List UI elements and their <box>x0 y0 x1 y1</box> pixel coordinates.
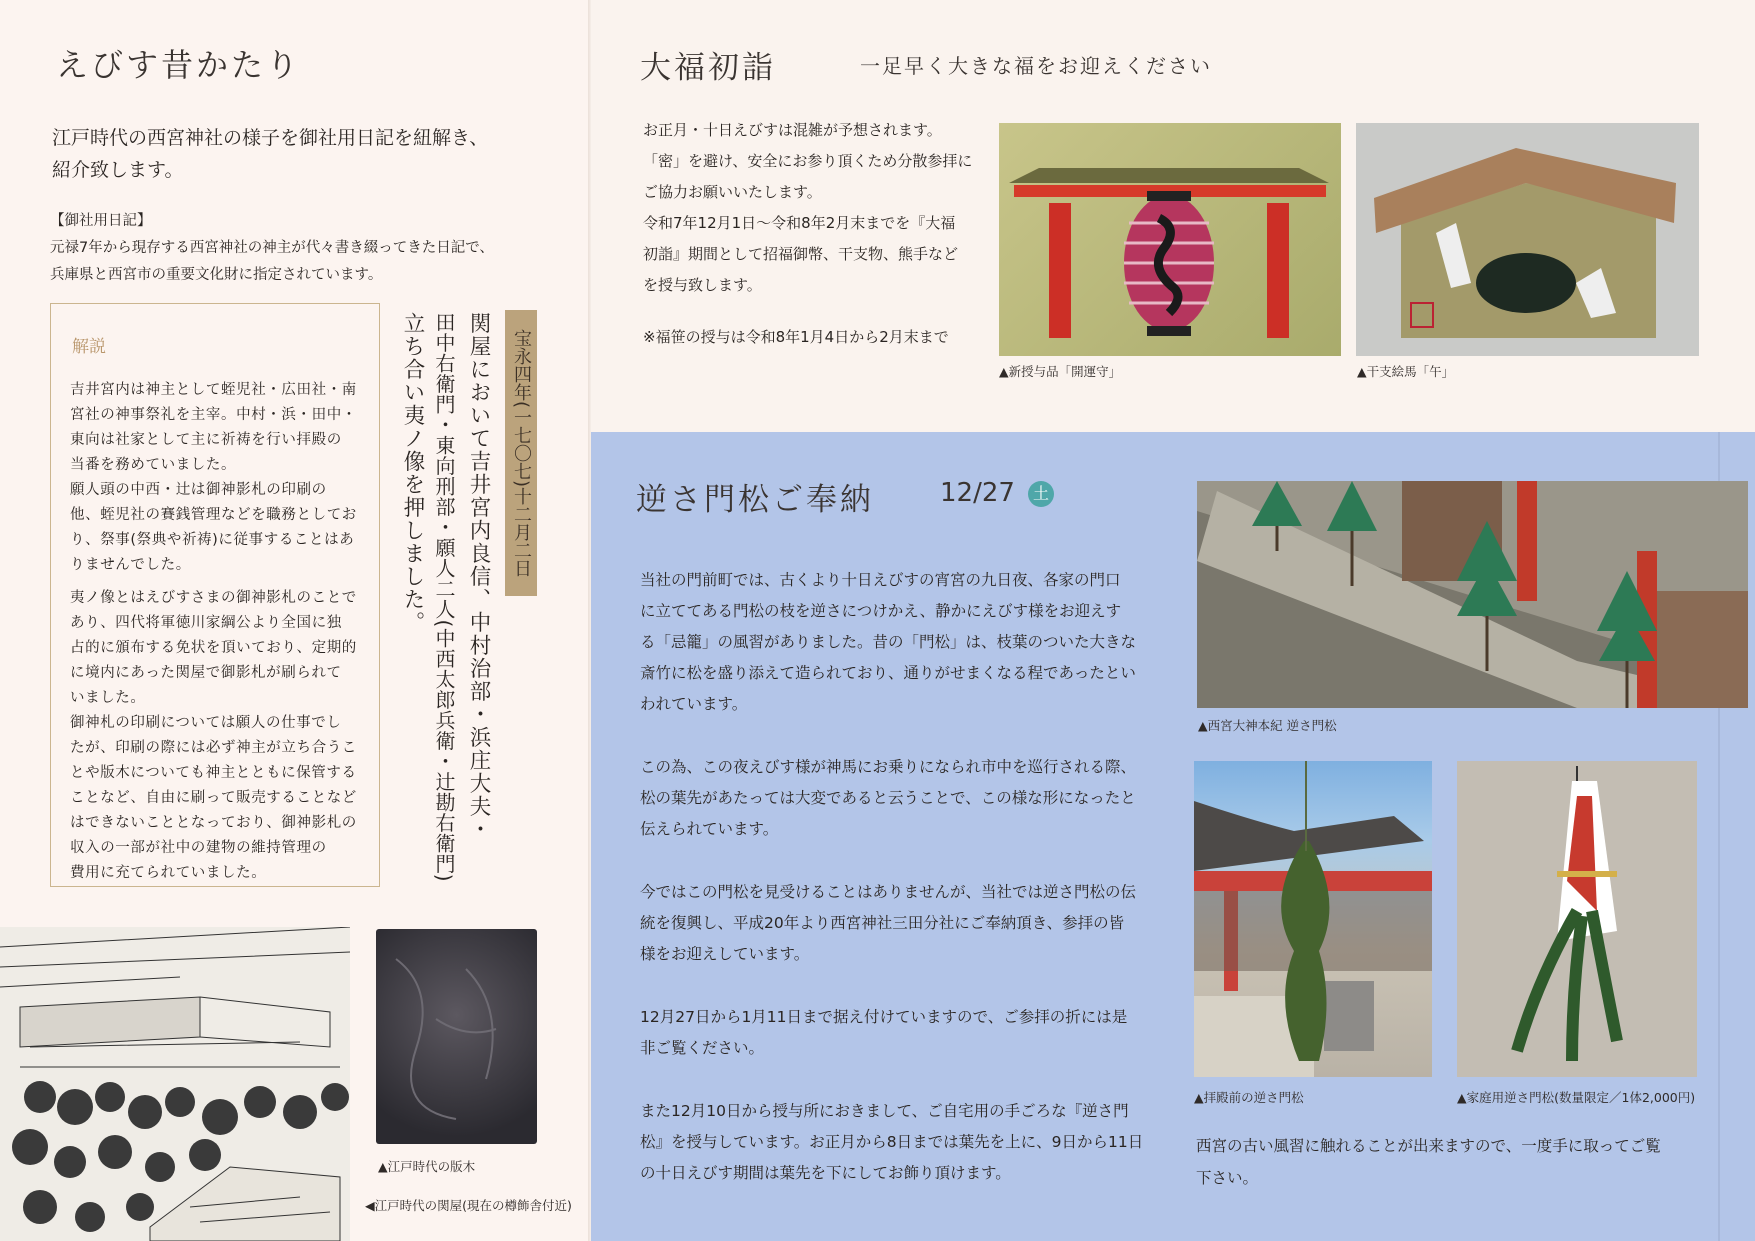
text-line: 宮社の神事祭礼を主宰。中村・浜・田中・ <box>70 407 357 423</box>
diary-line: 元禄7年から現存する西宮神社の神主が代々書き綴ってきた日記で、 <box>50 240 494 256</box>
text-line: 収入の一部が社中の建物の維持管理の <box>70 840 327 856</box>
text-line: に境内にあった関屋で御影札が刷られて <box>70 665 342 681</box>
text-line: りませんでした。 <box>70 557 191 573</box>
diary-column-3: 立ち合い夷ノ像を押しました。 <box>400 312 425 634</box>
text-line: 吉井宮内は神主として蛭児社・広田社・南 <box>70 382 357 398</box>
closing-text <box>1196 1130 1661 1194</box>
text-line: 伝えられています。 <box>640 820 779 838</box>
text-line: いました。 <box>70 690 146 706</box>
daifuku-note: ※福笹の授与は令和8年1月4日から2月末まで <box>643 328 949 346</box>
kadomatsu-paragraph <box>640 877 1143 970</box>
kadomatsu-body <box>640 565 1143 1221</box>
text-line: の十日えびす期間は葉先を下にしてお飾り頂けます。 <box>640 1164 1011 1182</box>
haiden-caption: ▲拝殿前の逆さ門松 <box>1194 1090 1304 1105</box>
text-line: この為、この夜えびす様が神馬にお乗りになられ市中を巡行される際、 <box>640 758 1137 776</box>
sekiya-engraving-image <box>0 927 350 1241</box>
text-line: 松の葉先があたっては大変であると云うことで、この様な形になったと <box>640 789 1136 807</box>
diary-column-1: 関屋において吉井宮内良信、中村治部・浜庄大夫・ <box>466 312 491 841</box>
text-line: 様をお迎えしています。 <box>640 945 810 963</box>
daifuku-title: 大福初詣 <box>640 50 776 86</box>
text-line: 願人頭の中西・辻は御神影札の印刷の <box>70 482 327 498</box>
text-line: 今ではこの門松を見受けることはありませんが、当社では逆さ門松の伝 <box>640 883 1137 901</box>
text-line: 当社の門前町では、古くより十日えびすの宵宮の九日夜、各家の門口 <box>640 571 1121 589</box>
daifuku-subtitle: 一足早く大きな福をお迎えください <box>860 54 1212 78</box>
woodblock-image <box>376 929 537 1144</box>
commentary-label: 解説 <box>72 337 106 357</box>
text-line: 占的に頒布する免状を頂いており、定期的 <box>70 640 357 656</box>
text-line: あり、四代将軍徳川家綱公より全国に独 <box>70 615 342 631</box>
text-line: はできないこととなっており、御神影札の <box>70 815 357 831</box>
commentary-paragraph-2 <box>70 586 357 886</box>
kadomatsu-paragraph <box>640 752 1143 845</box>
text-line: 斎竹に松を盛り添えて造られており、通りがせまくなる程であったとい <box>640 664 1136 682</box>
honki-scroll-image <box>1197 481 1748 708</box>
text-line: われています。 <box>640 695 748 713</box>
text-line: 統を復興し、平成20年より西宮神社三田分社にご奉納頂き、参拝の皆 <box>640 914 1125 932</box>
ema-caption: ▲干支絵馬「午」 <box>1357 364 1455 379</box>
text-line: 非ご覧ください。 <box>640 1039 765 1057</box>
text-line: 当番を務めていました。 <box>70 457 237 473</box>
weekday-badge: 土 <box>1028 481 1054 507</box>
text-line: 他、蛭児社の賽銭管理などを職務としてお <box>70 507 357 523</box>
home-kadomatsu-photo <box>1457 761 1697 1077</box>
page-title: えびす昔かたり <box>56 46 302 84</box>
text-line: ご協力お願いいたします。 <box>643 183 822 201</box>
scroll-caption: ▲西宮大神本紀 逆さ門松 <box>1198 718 1337 733</box>
kadomatsu-paragraph <box>640 565 1143 720</box>
diary-line: 兵庫県と西宮市の重要文化財に指定されています。 <box>50 267 383 283</box>
text-line: り、祭事(祭典や祈祷)に従事することはあ <box>70 532 355 548</box>
intro-line: 紹介致します。 <box>52 159 184 181</box>
text-line: 「密」を避け、安全にお参り頂くため分散参拝に <box>643 152 973 170</box>
text-line: 費用に充てられていました。 <box>70 865 267 881</box>
text-line: 12月27日から1月11日まで据え付けていますので、ご参拝の折には是 <box>640 1008 1128 1026</box>
eto-ema-image <box>1356 123 1699 356</box>
text-line: 夷ノ像とはえびすさまの御神影札のことで <box>70 590 357 606</box>
omamori-caption: ▲新授与品「開運守」 <box>999 364 1122 379</box>
kadomatsu-paragraph <box>640 1002 1143 1064</box>
text-line: る「忌籠」の風習がありました。昔の「門松」は、枝葉のついた大きな <box>640 633 1137 651</box>
text-line: たが、印刷の際には必ず神主が立ち合うこ <box>70 740 357 756</box>
text-line: 松』を授与しています。お正月から8日までは葉先を上に、9日から11日 <box>640 1133 1144 1151</box>
kadomatsu-date: 12/27 <box>940 478 1015 508</box>
kaiun-mamori-image <box>999 123 1341 356</box>
text-line: また12月10日から授与所におきまして、ご自宅用の手ごろな『逆さ門 <box>640 1102 1129 1120</box>
diary-column-2: 田中右衛門・東向刑部・願人二人(中西太郎兵衛・辻勘右衛門) <box>432 312 456 883</box>
text-line: を授与致します。 <box>643 276 762 294</box>
diary-heading: 【御社用日記】 <box>50 213 152 229</box>
sekiya-caption: ◀江戸時代の関屋(現在の樽飾舎付近) <box>365 1198 572 1213</box>
commentary-paragraph-1 <box>70 378 357 578</box>
kadomatsu-paragraph <box>640 1096 1143 1189</box>
text-line: 東向は社家として主に祈祷を行い拝殿の <box>70 432 342 448</box>
diary-date-label: 宝永四年(一七〇七)十二月二日 <box>505 310 537 596</box>
kadomatsu-title: 逆さ門松ご奉納 <box>636 482 874 518</box>
home-kadomatsu-caption: ▲家庭用逆さ門松(数量限定／1体2,000円) <box>1457 1090 1696 1105</box>
text-line: ことなど、自由に刷って販売することなど <box>70 790 357 806</box>
text-line: お正月・十日えびすは混雑が予想されます。 <box>643 121 942 139</box>
intro-text <box>52 122 488 186</box>
closing-line: 西宮の古い風習に触れることが出来ますので、一度手に取ってご覧 <box>1196 1137 1661 1155</box>
text-line: に立ててある門松の枝を逆さにつけかえ、静かにえびす様をお迎えす <box>640 602 1122 620</box>
intro-line: 江戸時代の西宮神社の様子を御社用日記を紐解き、 <box>52 127 489 149</box>
text-line: 初詣』期間として招福御幣、干支物、熊手など <box>643 245 959 263</box>
closing-line: 下さい。 <box>1196 1169 1259 1187</box>
text-line: とや版木についても神主とともに保管する <box>70 765 357 781</box>
haiden-kadomatsu-photo <box>1194 761 1432 1077</box>
daifuku-body <box>643 115 972 301</box>
text-line: 令和7年12月1日～令和8年2月末までを『大福 <box>643 214 956 232</box>
diary-description <box>50 208 494 289</box>
text-line: 御神札の印刷については願人の仕事でし <box>70 715 342 731</box>
woodblock-caption: ▲江戸時代の版木 <box>378 1159 476 1174</box>
